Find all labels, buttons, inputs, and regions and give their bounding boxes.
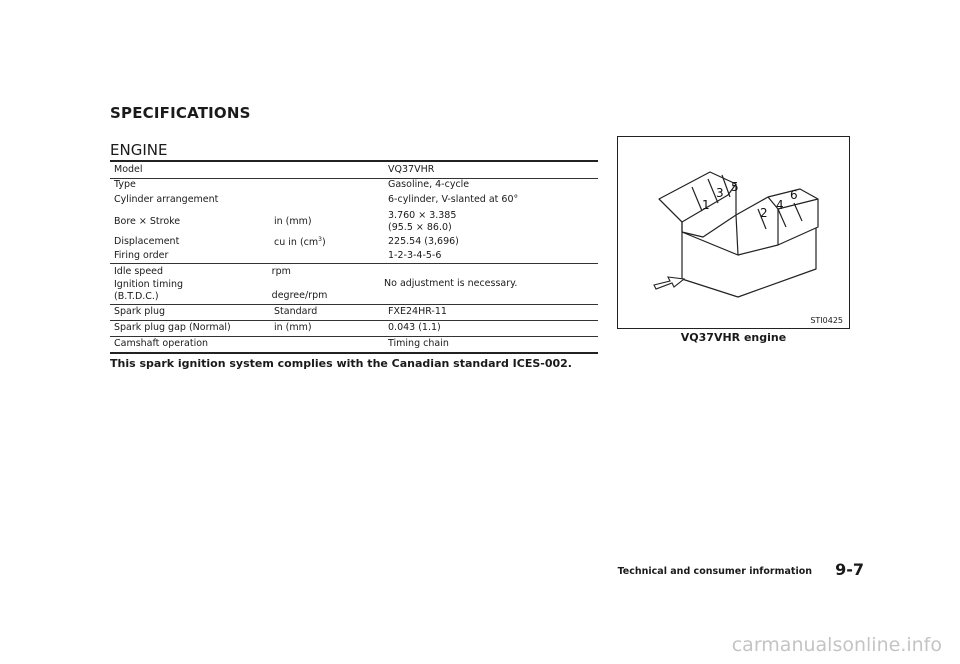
spec-value: Gasoline, 4-cycle bbox=[388, 179, 470, 191]
spec-unit: in (mm) bbox=[274, 322, 312, 334]
spec-label: Displacement bbox=[114, 235, 180, 247]
spec-value: Timing chain bbox=[388, 338, 449, 350]
compliance-note: This spark ignition system complies with the Canadian standard ICES-002. bbox=[110, 357, 572, 370]
spec-unit: in (mm) bbox=[274, 215, 312, 227]
spec-value: 6-cylinder, V-slanted at 60° bbox=[388, 194, 519, 206]
spec-row-spark-plug bbox=[110, 305, 598, 320]
spec-value: 0.043 (1.1) bbox=[388, 322, 441, 334]
footer-section-title: Technical and consumer information bbox=[617, 566, 812, 577]
cylinder-label: 3 bbox=[716, 186, 724, 200]
spec-label: Model bbox=[114, 163, 143, 175]
spec-row-model bbox=[110, 162, 598, 178]
spec-unit: degree/rpm bbox=[271, 289, 328, 301]
spec-unit: Standard bbox=[274, 306, 318, 318]
cylinder-label: 1 bbox=[702, 198, 710, 212]
spec-label bbox=[110, 279, 272, 304]
spec-row-idle-speed bbox=[110, 265, 384, 279]
spec-value: FXE24HR-11 bbox=[388, 306, 447, 318]
spec-label-line: (B.T.D.C.) bbox=[114, 291, 159, 302]
spec-row-displacement bbox=[110, 235, 598, 249]
engine-spec-table bbox=[110, 160, 598, 354]
spec-label: Type bbox=[114, 179, 136, 191]
spec-label: Spark plug bbox=[114, 306, 166, 318]
spec-unit: rpm bbox=[271, 265, 291, 277]
spec-value bbox=[388, 210, 598, 235]
cylinder-label: 6 bbox=[790, 188, 798, 202]
cylinder-label: 4 bbox=[776, 198, 784, 212]
spec-value-line: (95.5 × 86.0) bbox=[388, 222, 452, 233]
table-bottom-rule bbox=[110, 352, 598, 354]
spec-value: VQ37VHR bbox=[388, 163, 435, 175]
cylinder-label: 5 bbox=[731, 180, 739, 194]
engine-figure bbox=[617, 136, 850, 329]
spec-label: Cylinder arrangement bbox=[114, 194, 219, 206]
subsection-title: ENGINE bbox=[110, 141, 168, 159]
spec-value: 225.54 (3,696) bbox=[388, 235, 459, 247]
spec-unit: cu in $(cm^3)$ bbox=[274, 236, 326, 249]
spec-label: Bore × Stroke bbox=[114, 215, 181, 227]
superscript: 3 bbox=[318, 236, 322, 244]
spec-value: 1-2-3-4-5-6 bbox=[388, 249, 442, 261]
page-number: 9-7 bbox=[835, 560, 864, 579]
engine-diagram bbox=[618, 137, 849, 328]
spec-value: No adjustment is necessary. bbox=[384, 277, 518, 289]
spec-row-ignition-timing bbox=[110, 279, 384, 303]
watermark: carmanualsonline.info bbox=[731, 634, 942, 656]
figure-code: STI0425 bbox=[810, 316, 843, 325]
spec-row-spark-plug-gap bbox=[110, 321, 598, 336]
spec-label: Camshaft operation bbox=[114, 338, 209, 350]
spec-label: Idle speed bbox=[114, 265, 164, 277]
spec-label: Firing order bbox=[114, 249, 169, 261]
spec-row-firing-order bbox=[110, 249, 598, 263]
spec-label: Spark plug gap (Normal) bbox=[114, 322, 231, 334]
spec-row-bore-stroke bbox=[110, 209, 598, 235]
spec-group-idle-ignition bbox=[110, 264, 598, 304]
cylinder-label: 2 bbox=[760, 206, 768, 220]
figure-caption: VQ37VHR engine bbox=[680, 331, 787, 344]
spec-row-type bbox=[110, 179, 598, 192]
spec-row-cylinder-arrangement bbox=[110, 192, 598, 209]
spec-value-line: 3.760 × 3.385 bbox=[388, 209, 457, 221]
spec-row-camshaft bbox=[110, 337, 598, 352]
arrow-front-icon bbox=[654, 277, 684, 289]
section-title: SPECIFICATIONS bbox=[110, 104, 251, 122]
spec-label-line: Ignition timing bbox=[114, 278, 184, 290]
